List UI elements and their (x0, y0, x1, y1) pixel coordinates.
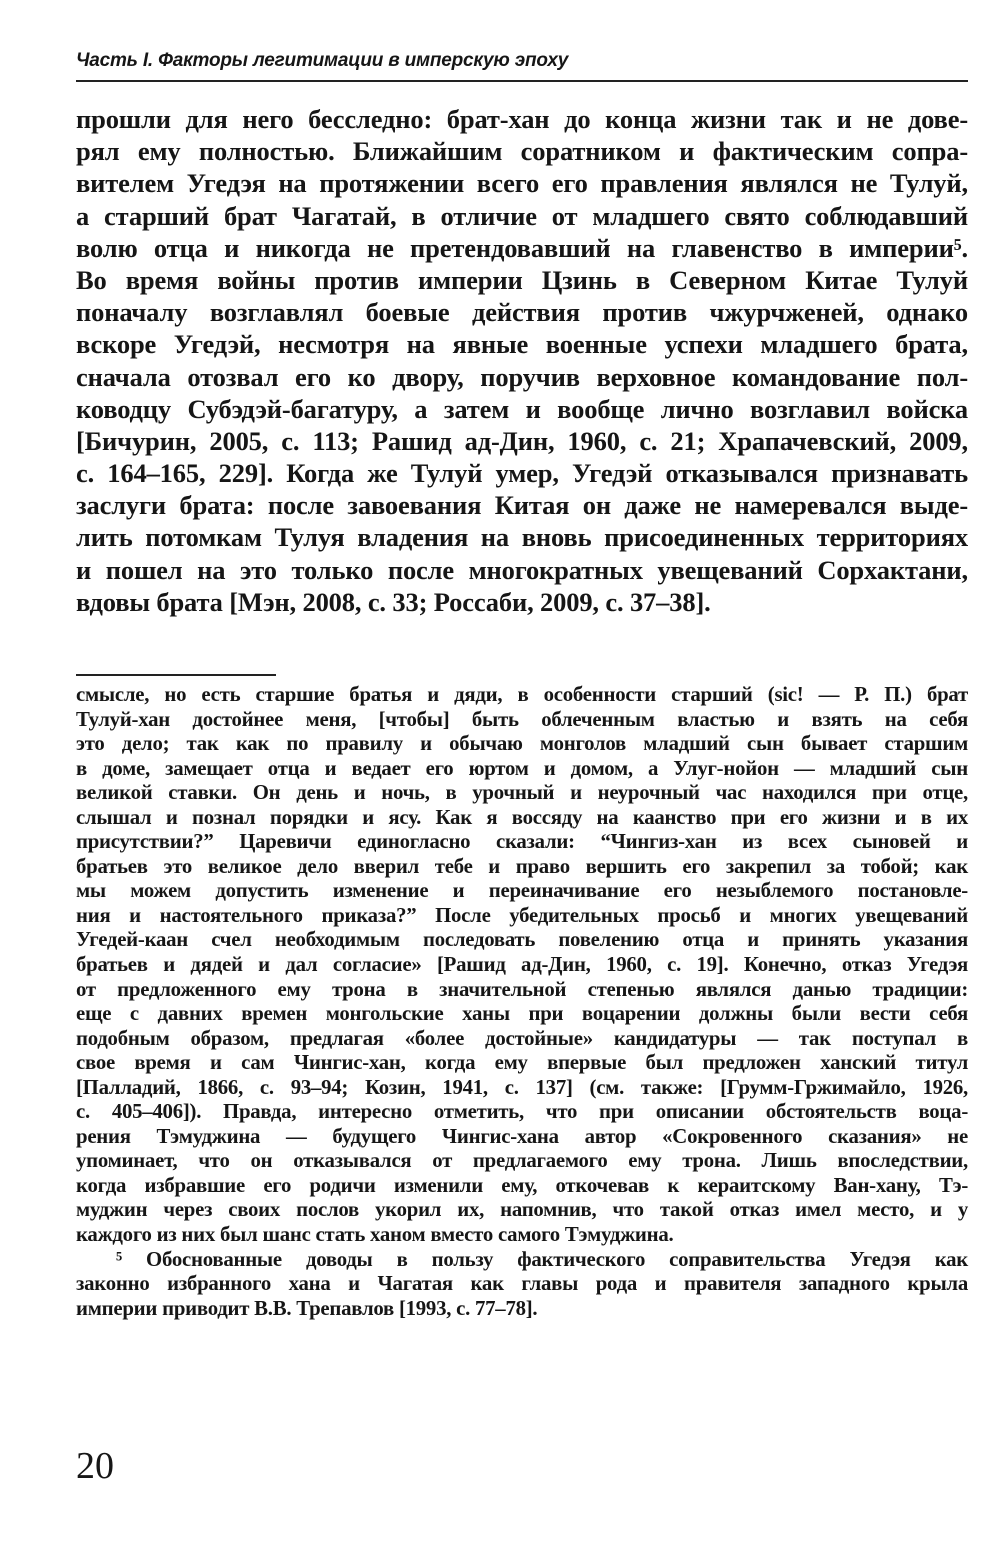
main-text-line: заслуги брата: после завоевания Китая он даже не намеревался выде- (76, 490, 968, 521)
footnote-line: смысле, но есть старшие братья и дяди, в особенности старший (sic! — Р. П.) брат (76, 683, 968, 706)
main-text-line: прошли для него бесследно: брат-хан до конца жизни так и не дове- (76, 104, 968, 134)
main-text-line: рял ему полностью. Ближайшим соратником и фактическим сопра- (76, 136, 968, 167)
main-text-line: вдовы брата [Мэн, 2008, с. 33; Россаби, 2009, с. 37–38]. (76, 586, 711, 617)
footnote-line: братьев это великое дело вверил тебе и право вершить его закрепил за тобой; как (76, 854, 968, 878)
footnote-line: рения Тэмуджина — будущего Чингис-хана автор «Сокровенного сказания» не (76, 1124, 968, 1148)
main-text-line: вителем Угедэя на протяжении всего его правления являлся не Тулуй, (76, 168, 968, 199)
footnote-line: мы можем допустить изменение и переиначивание его незыблемого постановле- (76, 879, 968, 903)
main-text-line: сначала отозвал его ко двору, поручив верховное командование пол- (76, 361, 968, 392)
footnote-line: [Палладий, 1866, с. 93–94; Козин, 1941, с. 137] (см. также: [Грумм-Гржимайло, 1926, (76, 1075, 968, 1099)
main-text-line: а старший брат Чагатай, в отличие от младшего свято соблюдавший (76, 200, 968, 231)
footnote-5-line: ⁵ Обоснованные доводы в пользу фактического соправительства Угедэя как (116, 1247, 968, 1271)
footnote-line: это дело; так как по правилу и обычаю монголов младший сын бывает старшим (76, 732, 968, 756)
page-number: 20 (76, 1445, 114, 1487)
footnote-line: братьев и дядей и дал согласие» [Рашид ад-Дин, 1960, с. 19]. Конечно, отказ Угедэя (76, 953, 968, 977)
footnote-line: каждого из них был шанс стать ханом вместо самого Тэмуджина. (76, 1223, 674, 1247)
footnotes-block (76, 683, 968, 1321)
main-text-line: Во время войны против империи Цзинь в Северном Китае Тулуй (76, 264, 968, 295)
main-text-line: поначалу возглавлял боевые действия против чжурчженей, однако (76, 297, 968, 328)
footnote-line: слышал и познал порядки и ясу. Как я воссяду на каанство при его жизни и в их (76, 805, 968, 829)
main-text-line: с. 164–165, 229]. Когда же Тулуй умер, Угедэй отказывался признавать (76, 458, 968, 489)
footnote-line: от предложенного ему трона в значительной степенью являлся данью традиции: (76, 977, 968, 1001)
footnote-line: ния и настоятельного приказа?” После убедительных просьб и многих увещеваний (76, 903, 968, 927)
running-head-rule (76, 80, 968, 82)
main-text-line: и пошел на это только после многократных увещеваний Сорхактани, (76, 554, 968, 585)
main-text-block (76, 103, 968, 618)
main-text-line: ководцу Субэдэй-багатуру, а затем и вообще лично возглавил войска (76, 393, 968, 424)
main-text-line: лить потомкам Тулуя владения на вновь присоединенных территориях (76, 522, 968, 553)
footnote-separator (76, 674, 276, 676)
footnote-line: Тулуй-хан достойнее меня, [чтобы] быть облеченным властью и взять на себя (76, 707, 968, 731)
main-text-line: вскоре Угедэй, несмотря на явные военные успехи младшего брата, (76, 329, 968, 360)
footnote-5-line: империи приводит В.В. Трепавлов [1993, с. 77–78]. (76, 1296, 538, 1320)
footnote-line: муджин через своих послов укорил их, напомнив, что такой отказ имел место, и у (76, 1198, 968, 1222)
main-text-line: [Бичурин, 2005, с. 113; Рашид ад-Дин, 1960, с. 21; Храпачевский, 2009, (76, 425, 968, 456)
footnote-line: присутствии?” Царевичи единогласно сказали: “Чингиз-хан из всех сыновей и (76, 830, 968, 854)
main-text-line: волю отца и никогда не претендовавший на главенство в империи⁵. (76, 232, 968, 263)
footnote-line: великой ставки. Он день и ночь, в урочный и неурочный час находился при отце, (76, 781, 968, 805)
book-page (76, 0, 968, 1546)
footnote-line: упоминает, что он отказывался от предлагаемого ему трона. Лишь впоследствии, (76, 1149, 968, 1173)
footnote-5-line: законно избранного хана и Чагатая как главы рода и правителя западного крыла (76, 1272, 968, 1296)
running-head: Часть I. Факторы легитимации в имперскую эпоху (76, 50, 569, 71)
footnote-line: Угедей-каан счел необходимым последовать повелению отца и принять указания (76, 928, 968, 952)
footnote-line: свое время и сам Чингис-хан, когда ему впервые был предложен ханский титул (76, 1051, 968, 1075)
footnote-line: подобным образом, предлагая «более достойные» кандидатуры — так поступал в (76, 1026, 968, 1050)
footnote-line: еще с давних времен монгольские ханы при воцарении должны были вести себя (76, 1002, 968, 1026)
footnote-line: в доме, замещает отца и ведает его юртом и домом, а Улуг-нойон — младший сын (76, 756, 968, 780)
footnote-line: когда избравшие его родичи изменили ему, откочевав к кераитскому Ван-хану, Тэ- (76, 1173, 968, 1197)
footnote-line: с. 405–406]). Правда, интересно отметить, что при описании обстоятельств воца- (76, 1100, 968, 1124)
